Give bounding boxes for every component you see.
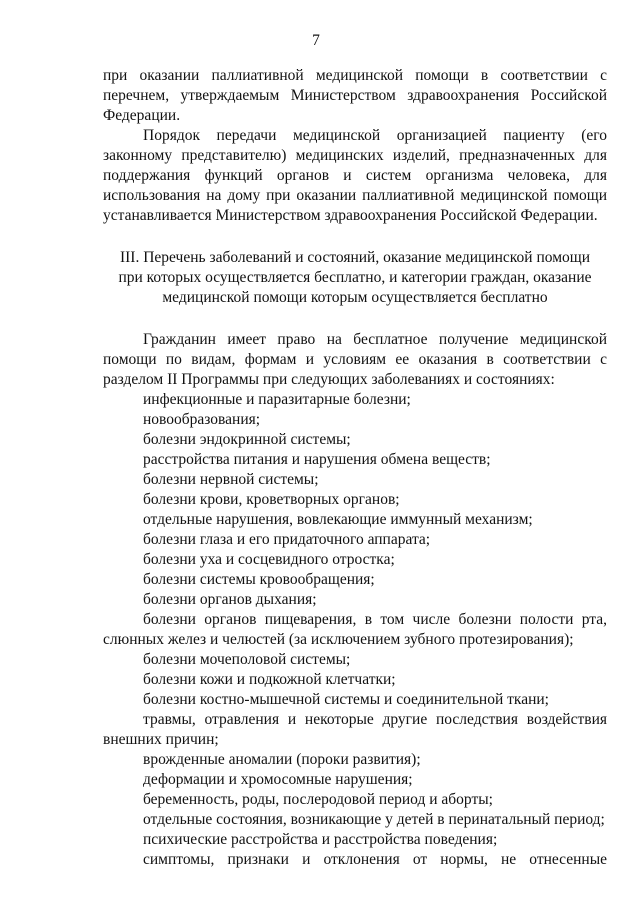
list-item: болезни кожи и подкожной клетчатки; <box>143 671 396 688</box>
list-item: болезни глаза и его придаточного аппарата; <box>143 531 431 548</box>
list-item: отдельные нарушения, вовлекающие иммунный механизм; <box>143 511 533 528</box>
section-intro: Гражданин имеет право на бесплатное получение медицинской помощи по видам, формам и условиям ее оказания в соответствии с разделом II Программы при следующих заболеваниях и состояниях: <box>103 331 607 388</box>
list-item: болезни костно-мышечной системы и соединительной ткани; <box>143 691 549 708</box>
disease-list <box>103 390 607 870</box>
list-item: болезни мочеполовой системы; <box>143 651 351 668</box>
section-title: III. Перечень заболеваний и состояний, оказание медицинской помощи при которых осуществляется бесплатно, и категории граждан, оказание медицинской помощи которым осуществляется бесплатно <box>118 249 592 306</box>
paragraph-transfer-procedure: Порядок передачи медицинской организацией пациенту (его законному представителю) медицинских изделий, предназначенных для поддержания функций органов и систем организма человека, для использования на дому при оказании паллиативной медицинской помощи устанавливается Министерством здравоохранения Российской Федерации. <box>103 127 607 224</box>
list-item: симптомы, признаки и отклонения от нормы, не отнесенные <box>143 851 607 868</box>
list-item: травмы, отравления и некоторые другие последствия воздействия внешних причин; <box>103 711 607 748</box>
spacer <box>103 308 607 330</box>
list-item: расстройства питания и нарушения обмена веществ; <box>143 451 491 468</box>
list-item: болезни крови, кроветворных органов; <box>143 491 400 508</box>
list-item: врожденные аномалии (пороки развития); <box>143 751 421 768</box>
list-item: инфекционные и паразитарные болезни; <box>143 391 411 408</box>
list-item: болезни эндокринной системы; <box>143 431 351 448</box>
list-item: деформации и хромосомные нарушения; <box>143 771 413 788</box>
list-item: психические расстройства и расстройства поведения; <box>143 831 498 848</box>
list-item: болезни органов дыхания; <box>143 591 317 608</box>
document-body <box>103 66 607 870</box>
list-item: болезни системы кровообращения; <box>143 571 375 588</box>
spacer <box>103 226 607 248</box>
list-item: болезни нервной системы; <box>143 471 319 488</box>
list-item: болезни уха и сосцевидного отростка; <box>143 551 395 568</box>
list-item: новообразования; <box>143 411 261 428</box>
list-item: болезни органов пищеварения, в том числе болезни полости рта, слюнных желез и челюстей (за исключением зубного протезирования); <box>103 611 607 648</box>
list-item: беременность, роды, послеродовой период и аборты; <box>143 791 493 808</box>
page-number: 7 <box>312 32 320 49</box>
paragraph-continuation: при оказании паллиативной медицинской помощи в соответствии с перечнем, утверждаемым Министерством здравоохранения Российской Федерации. <box>103 67 607 124</box>
list-item: отдельные состояния, возникающие у детей в перинатальный период; <box>143 811 605 828</box>
